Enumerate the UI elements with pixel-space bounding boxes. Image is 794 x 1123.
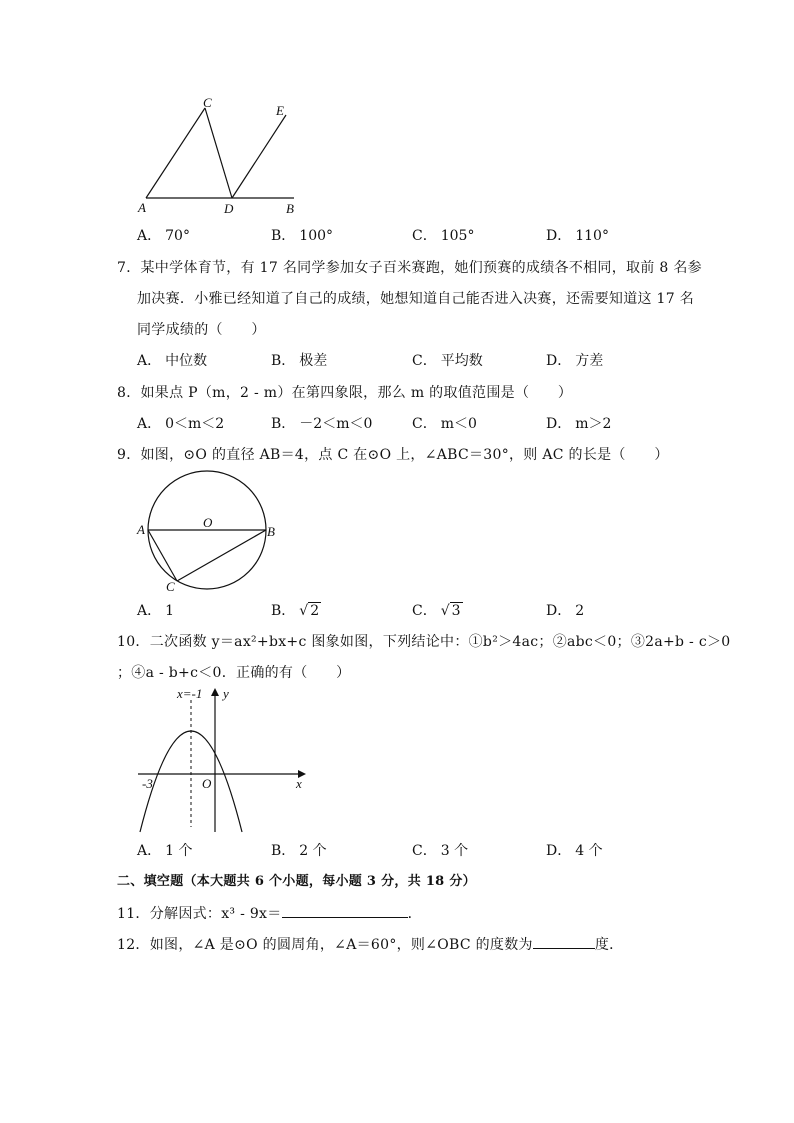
option-text: 70° [165,228,190,244]
option-text: 极差 [299,353,328,369]
segment-ac [146,108,205,198]
option-text: －2＜m＜0 [299,416,373,432]
q8-option-a[interactable] [137,414,224,434]
option-text: 方差 [575,353,604,369]
option-text: 0＜m＜2 [165,416,225,432]
option-text: m＞2 [575,416,612,432]
option-letter: D． [546,228,572,244]
label-neg3: -3 [142,776,153,791]
q9-option-d[interactable] [546,601,584,621]
sqrt-symbol: √ 2 [299,603,320,619]
label-d: D [224,201,234,216]
q8-option-d[interactable] [546,414,611,434]
q6-option-d[interactable] [546,226,609,246]
label-c: C [166,579,175,594]
option-text: 中位数 [165,353,208,369]
q10-option-a[interactable] [137,841,192,861]
chord-ac [148,530,177,581]
q8-stem: 8．如果点 P（m，2 - m）在第四象限，那么 m 的取值范围是（ ） [117,385,573,401]
q6-option-c[interactable] [412,226,474,246]
q7-option-c[interactable] [412,351,483,371]
option-text: 3 个 [440,843,469,859]
circle-figure [132,468,282,598]
label-a: A [138,200,146,215]
option-letter: C． [412,603,437,619]
y-axis-arrow-icon [211,688,219,696]
radicand: 3 [451,603,461,619]
option-letter: C． [412,353,437,369]
option-text: 2 [575,603,585,619]
option-letter: A． [137,603,162,619]
label-a: A [137,522,145,537]
option-letter: D． [546,843,572,859]
option-text: 1 [165,603,175,619]
q7-line-3: 同学成绩的（ ） [137,322,266,338]
segment-cd [205,108,232,198]
option-letter: C． [412,843,437,859]
q10-line-2: ；④a - b+c＜0．正确的有（ ） [117,665,351,681]
option-letter: A． [137,843,162,859]
q7-line-2: 加决赛．小雅已经知道了自己的成绩，她想知道自己能否进入决赛，还需要知道这 17 名 [137,291,695,307]
option-letter: C． [412,228,437,244]
option-text: 2 个 [299,843,327,859]
option-letter: B． [271,228,296,244]
q7-line-1: 7．某中学体育节，有 17 名同学参加女子百米赛跑，她们预赛的成绩各不相同，取前 8 名参 [117,260,702,276]
q11-answer-blank[interactable] [282,903,408,918]
option-text: 4 个 [575,843,603,859]
q10-line-1: 10．二次函数 y＝ax²+bx+c 图象如图，下列结论中：①b²＞4ac；②abc＜0；③2a+b - c＞0 [117,634,731,650]
option-text: 平均数 [440,353,483,369]
option-letter: C． [412,416,437,432]
q12-end: 度． [594,937,624,953]
q10-option-b[interactable] [271,841,327,861]
q6-option-b[interactable] [271,226,333,246]
q9-option-b[interactable] [271,601,321,621]
label-o: O [203,515,213,530]
q12-stem: 12．如图，∠A 是⊙O 的圆周角，∠A＝60°，则∠OBC 的度数为 [117,937,533,953]
label-b: B [267,524,275,539]
option-letter: A． [137,416,162,432]
q9-stem: 9．如图，⊙O 的直径 AB＝4，点 C 在⊙O 上，∠ABC＝30°，则 AC 的长是（ ） [117,447,669,463]
label-y: y [223,686,229,701]
option-letter: D． [546,603,572,619]
section-2-title: 二、填空题（本大题共 6 个小题，每小题 3 分，共 18 分） [117,874,476,889]
option-text: 1 个 [165,843,193,859]
q11 [117,903,422,924]
q8-option-b[interactable] [271,414,372,434]
q9-option-c[interactable] [412,601,463,621]
label-x: x [296,776,302,791]
q7-option-b[interactable] [271,351,327,371]
option-letter: A． [137,228,162,244]
option-letter: B． [271,416,296,432]
radicand: 2 [310,603,320,619]
option-letter: B． [271,843,296,859]
option-text: 105° [440,228,475,244]
chord-cb [177,530,266,581]
label-e: E [276,103,284,118]
option-text: m＜0 [440,416,477,432]
label-c: C [203,95,212,110]
option-letter: B． [271,353,296,369]
q12-answer-blank[interactable] [533,934,595,949]
label-axis-line: x=-1 [177,686,203,701]
triangle-figure [130,95,310,220]
q7-option-d[interactable] [546,351,603,371]
q6-option-a[interactable] [137,226,190,246]
option-letter: D． [546,416,572,432]
label-origin: O [202,776,212,791]
q12 [117,934,623,955]
q11-end: ． [407,906,422,922]
q9-option-a[interactable] [137,601,174,621]
option-letter: A． [137,353,162,369]
q7-option-a[interactable] [137,351,207,371]
label-b: B [286,201,294,216]
q11-stem: 11．分解因式：x³ - 9x＝ [117,906,282,922]
option-text: 100° [299,228,334,244]
option-text: 110° [575,228,609,244]
q10-option-c[interactable] [412,841,468,861]
option-letter: D． [546,353,572,369]
option-letter: B． [271,603,296,619]
parabola-figure [130,682,320,837]
q10-option-d[interactable] [546,841,603,861]
sqrt-symbol: √ 3 [440,603,461,619]
segment-de [232,115,286,198]
q8-option-c[interactable] [412,414,477,434]
